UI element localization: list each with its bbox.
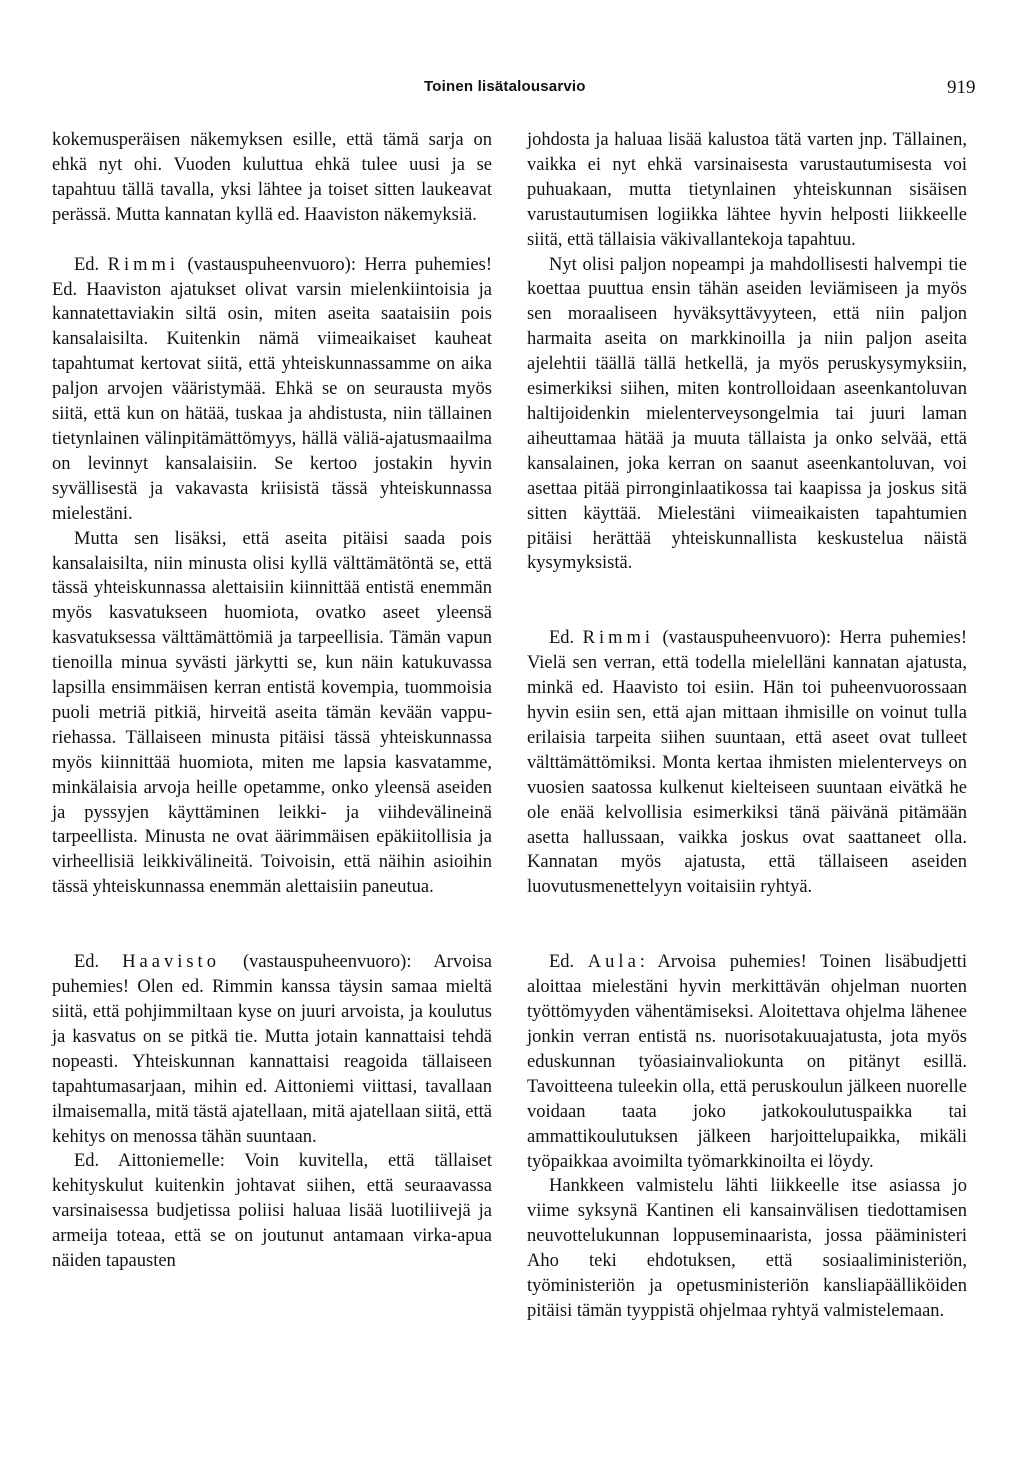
- speech-prefix: Ed.: [549, 628, 575, 649]
- speech-paragraph: [527, 950, 967, 1174]
- running-title: Toinen lisätalousarvio: [424, 78, 586, 95]
- left-column: [52, 128, 492, 1274]
- speech-prefix: Ed.: [74, 952, 100, 973]
- paragraph: johdosta ja haluaa lisää kalustoa tätä varten jnp. Tällainen, vaikka ei nyt ehkä varsinaisesta varustautumisesta voi puhuakaan, mutta tietynlainen yhteiskunnan sisäisen varustautumisen logiikka lähtee hyvin helposti liikkeelle siitä, että tällaisia väkivallantekoja tapahtuu.: [527, 130, 967, 250]
- page-number: 919: [947, 77, 976, 98]
- speech-paragraph: [527, 626, 967, 900]
- speech-paragraph: [52, 950, 492, 1149]
- speech-prefix: Ed.: [549, 952, 575, 973]
- speaker-name: Haavisto: [122, 952, 220, 973]
- page-header: [0, 78, 1024, 102]
- right-column: [527, 128, 967, 1324]
- paragraph: Mutta sen lisäksi, että aseita pitäisi saada pois kansalaisilta, niin minusta olisi kyllä välttämätöntä se, että tässä yhteiskunnassa alettaisiin kiinnittää entistä enemmän myös kasvatukseen huomiota, ovatko aseet yleensä kasvatuksessa välttämättömiä ja tarpeellisia. Tämän vapun tienoilla minua syvästi järkytti se, kun näin katukuvassa lapsilla ensimmäisen kerran entistä kovempia, tuommoisia puoli metriä pitkiä, hirveitä aseita tämän kevään vappu-riehassa. Tällaiseen minusta pitäisi tässä yhteiskunnassa myös kiinnittää huomiota, miten me lapsia kasvatamme, minkälaisia arvoja heille opetamme, onko yleensä aseiden ja pyssyjen käyttäminen leikki- ja viihdevälineinä tarpeellista. Minusta ne ovat äärimmäisen epäkiitollisia ja virheellisiä leikkivälineitä. Toivoisin, että näihin asioihin tässä yhteiskunnassa enemmän alettaisiin paneutua.: [52, 528, 492, 898]
- speaker-name: Rimmi: [582, 628, 655, 649]
- speech-text: (vastauspuheenvuoro): Herra puhemies! Vielä sen verran, että todella mielelläni kannatan ajatusta, minkä ed. Haavisto toi esiin. Hän toi puheenvuorossaan hyvin esiin sen, että ajan mittaan ihmisille on voinut tulla erilaisia tarpeita siihen suuntaan, että aseet ovat tulleet välttämättömiksi. Monta kertaa ihmisten mielenterveys on vuosien saatossa kulkenut kielteiseen suuntaan eivätkä he ole enää kelvollisia esimerkiksi tänä päivänä pitämään asetta hallussaan, vaikka joskus ovat saattaneet olla. Kannatan myös ajatusta, että tällaiseen aseiden luovutusmenettelyyn voitaisiin ryhtyä.: [527, 628, 968, 898]
- speech-paragraph: [52, 253, 492, 527]
- paragraph: Nyt olisi paljon nopeampi ja mahdollisesti halvempi tie koettaa puuttua ensin tähän aseiden leviämiseen ja myös sen moraaliseen hyväksyttävyyteen, että niin paljon harmaita aseita on markkinoilla ja niin paljon aseita ajelehtii täällä tällä hetkellä, ja myös peruskysymyksiin, esimerkiksi siihen, miten kontrolloidaan aseenkantoluvan haltijoidenkin mielenterveysongelmia tai juuri laman aiheuttamaa hätää ja muuta tällaista ja onko selvää, että kansalainen, joka kerran on saanut aseenkantoluvan, voi asettaa pitää pirronginlaatikossa tai kaapissa ja joskus sitä sitten käyttää. Mielestäni viimeaikaisten tapahtumien pitäisi herättää yhteiskunnallista keskustelua näistä kysymyksistä.: [527, 254, 967, 574]
- speech-prefix: Ed.: [74, 254, 100, 275]
- paragraph: kokemusperäisen näkemyksen esille, että tämä sarja on ehkä nyt ohi. Vuoden kuluttua ehkä tulee uusi ja se tapahtuu tällä tavalla, yksi lähtee ja toiset sitten laukeavat perässä. Mutta kannatan kyllä ed. Haaviston näkemyksiä.: [52, 130, 492, 225]
- paragraph: Hankkeen valmistelu lähti liikkeelle itse asiassa jo viime syksynä Kantinen eli kansainvälisen tiedottamisen neuvottelukunnan loppuseminaarista, jossa pääministeri Aho teki ehdotuksen, että sosiaaliministeriön, työministeriön ja opetusministeriön kansliapäälliköiden pitäisi tämän tyyppistä ohjelmaa ryhtyä valmistelemaan.: [527, 1176, 967, 1321]
- speaker-name: Aula: [587, 952, 640, 973]
- speech-text: (vastauspuheenvuoro): Arvoisa puhemies! Olen ed. Rimmin kanssa täysin samaa mieltä siitä, että pohjimmiltaan kyse on juuri arvoista, ja koulutus ja kasvatus on se pitkä tie. Mutta jotain kannattaisi tehdä nopeasti. Yhteiskunnan kannattaisi reagoida tällaiseen tapahtumasarjaan, mihin ed. Aittoniemi viittasi, tavallaan ilmaisemalla, mitä tästä ajatellaan, mitä ajatellaan siitä, että kehitys on menossa tähän suuntaan.: [52, 952, 493, 1147]
- speaker-name: Rimmi: [107, 254, 180, 275]
- paragraph: Ed. Aittoniemelle: Voin kuvitella, että tällaiset kehityskulut kuitenkin johtavat siihen, että seuraavassa varsinaisessa budjetissa poliisi haluaa lisää luotiliivejä ja armeija toteaa, että se on joutunut antamaan virka-apua näiden tapausten: [52, 1151, 492, 1272]
- speech-text: (vastauspuheenvuoro): Herra puhemies! Ed. Haaviston ajatukset olivat varsin mielenkiintoisia ja kannatettaviakin siltä osin, miten aseita saataisiin pois kansalaisilta. Kuitenkin nämä viimeaikaiset kauheat tapahtumat kertovat siitä, että yhteiskunnassamme on aika paljon arvojen vääristymää. Ehkä se on seurausta myös siitä, että kun on hätää, tuskaa ja ahdistusta, niin tällainen tietynlainen välinpitämättömyys, hällä väliä-ajatusmaailma on levinnyt kansalaisiin. Se kertoo jostakin hyvin syvällisestä ja vakavasta kriisistä tässä yhteiskunnassa mielestäni.: [52, 254, 493, 524]
- speech-text: : Arvoisa puhemies! Toinen lisäbudjetti aloittaa mielestäni hyvin merkittävän ohjelman nuorten työttömyyden vähentämiseksi. Aloitettava ohjelma lähenee jonkin verran entistä ns. nuorisotakuuajatusta, jota myös eduskunnan työasiainvaliokunta on pitänyt esillä. Tavoitteena tuleekin olla, että peruskoulun jälkeen nuorelle voidaan taata joko jatkokoulutuspaikka tai ammattikoulutuksen jälkeen harjoittelupaikka, mikäli työpaikkaa avoimilta työmarkkinoilta ei löydy.: [527, 952, 967, 1172]
